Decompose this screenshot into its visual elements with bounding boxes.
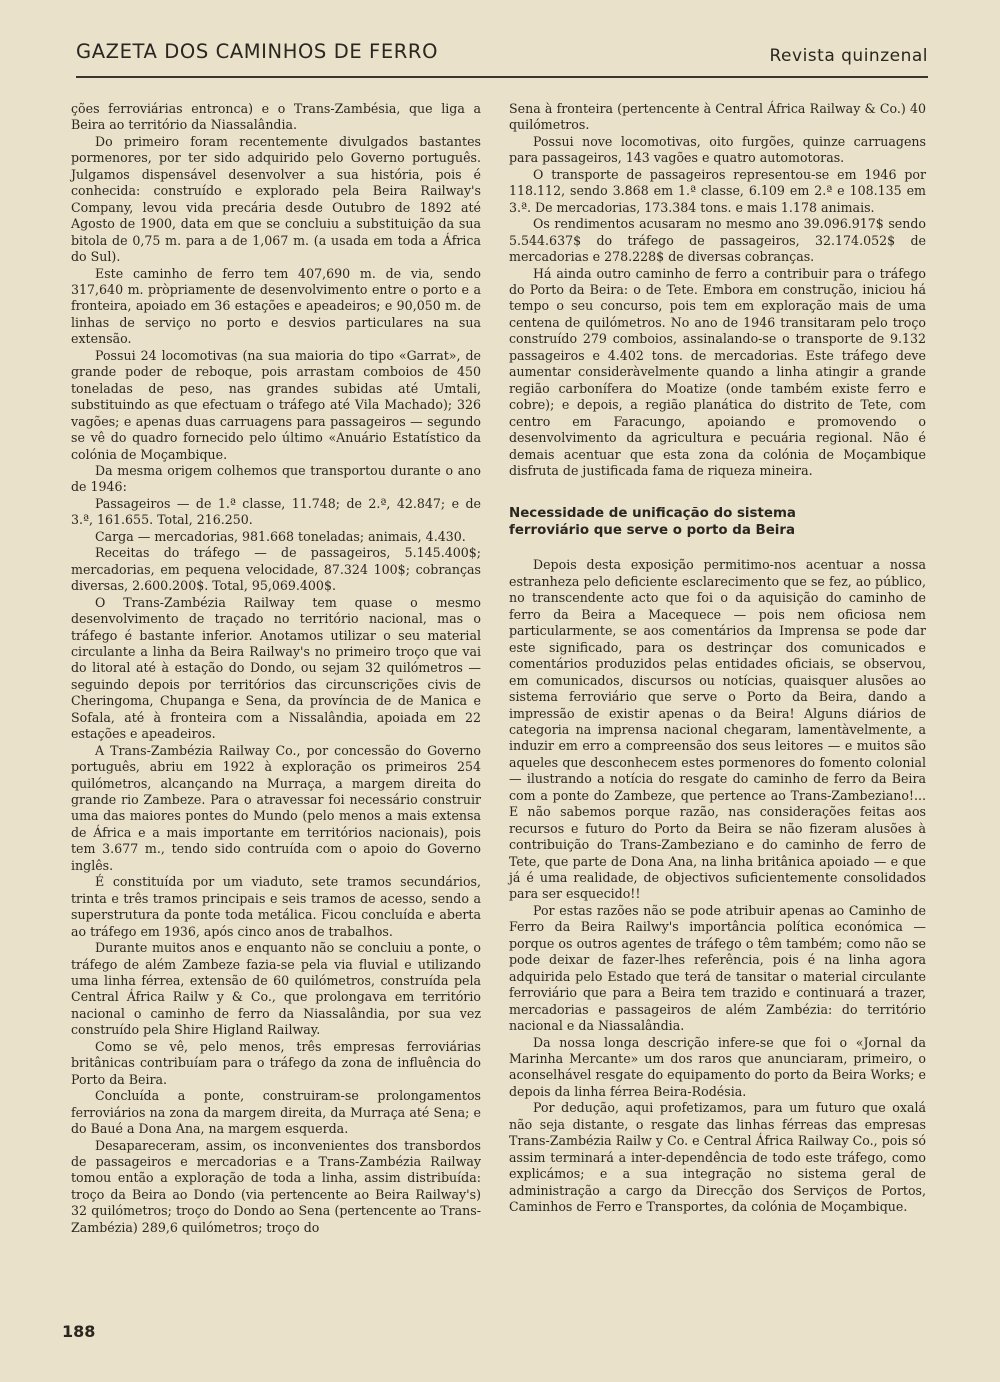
- paragraph: Passageiros — de 1.ª classe, 11.748; de 2.ª, 42.847; e de 3.ª, 161.655. Total, 216.250.: [71, 495, 481, 528]
- journal-subtitle: Revista quinzenal: [769, 46, 928, 66]
- paragraph: Da mesma origem colhemos que transportou durante o ano de 1946:: [71, 462, 481, 495]
- paragraph: Carga — mercadorias, 981.668 toneladas; animais, 4.430.: [95, 528, 466, 544]
- paragraph: Do primeiro foram recentemente divulgados bastantes pormenores, por ter sido adquirido pelo Governo português. Julgamos dispensável desenvolver a sua história, pois é conhecida: construído e explorado pela Beira Railway's Company, levou vida precária desde Outubro de 1892 até Agosto de 1900, data em que se concluiu a substituição da sua bitola de 0,75 m. para a de 1,067 m. (a usada em toda a África do Sul).: [71, 133, 481, 265]
- paragraph: Possui 24 locomotivas (na sua maioria do tipo «Garrat», de grande poder de reboque, pois arrastam comboios de 450 toneladas de peso, nas grandes subidas até Umtali, substituindo as que efectuam o tráfego até Vila Machado); 326 vagões; e apenas duas carruagens para passageiros — segundo se vê do quadro fornecido pelo último «Anuário Estatístico da colónia de Moçambique.: [71, 347, 481, 462]
- paragraph: Por estas razões não se pode atribuir apenas ao Caminho de Ferro da Beira Railwy's importância política económica — porque os outros agentes de tráfego o têm também; como não se pode deixar de fazer-lhes referência, pois é na linha agora adquirida pelo Estado que terá de tansitar o material circulante ferroviário que para a Beira tem trazido e continuará a trazer, mercadorias e passageiros de além Zambézia: do território nacional e da Niassalândia.: [509, 902, 926, 1034]
- section-heading-line: Necessidade de unificação do sistema: [509, 506, 796, 522]
- right-column: [509, 101, 926, 1216]
- paragraph: Como se vê, pelo menos, três empresas ferroviárias britânicas contribuíam para o tráfego da zona de influência do Porto da Beira.: [71, 1038, 481, 1087]
- paragraph: Desapareceram, assim, os inconvenientes dos transbordos de passageiros e mercadorias e a Trans-Zambézia Railway tomou então a exploração de toda a linha, assim distribuída: troço da Beira ao Dondo (via pertencente ao Beira Railway's) 32 quilómetros; troço do Dondo ao Sena (pertencente ao Trans-Zambézia) 289,6 quilómetros; troço do: [71, 1137, 481, 1235]
- paragraph: Sena à fronteira (pertencente à Central África Railway & Co.) 40 quilómetros.: [509, 101, 926, 133]
- paragraph: Os rendimentos acusaram no mesmo ano 39.096.917$ sendo 5.544.637$ do tráfego de passageiros, 32.174.052$ de mercadorias e 278.228$ de diversas cobranças.: [509, 216, 926, 265]
- paragraph: Da nossa longa descrição infere-se que foi o «Jornal da Marinha Mercante» um dos raros que anunciaram, primeiro, o aconselhável resgate do equipamento do porto da Beira Works; e depois da linha férrea Beira-Rodésia.: [509, 1034, 926, 1099]
- page-number: 188: [62, 1322, 96, 1341]
- paragraph: Receitas do tráfego — de passageiros, 5.145.400$; mercadorias, em pequena velocidade, 87.324 100$; cobranças diversas, 2.600.200$. Total, 95,069.400$.: [71, 545, 481, 594]
- running-header: [76, 30, 928, 78]
- paragraph: Possui nove locomotivas, oito furgões, quinze carruagens para passageiros, 143 vagões e quatro automotoras.: [509, 133, 926, 166]
- paragraph: Concluída a ponte, construiram-se prolongamentos ferroviários na zona da margem direita, da Murraça até Sena; e do Baué a Dona Ana, na margem esquerda.: [71, 1088, 481, 1137]
- paragraph: Durante muitos anos e enquanto não se concluiu a ponte, o tráfego de além Zambeze fazia-se pela via fluvial e utilizando uma linha férrea, extensão de 60 quilómetros, construída pela Central África Railw y & Co., que prolongava em território nacional o caminho de ferro da Niassalândia, por sua vez construído pela Shire Higland Railway.: [71, 940, 481, 1038]
- left-column: [71, 101, 481, 1236]
- paragraph: Por dedução, aqui profetizamos, para um futuro que oxalá não seja distante, o resgate das linhas férreas das empresas Trans-Zambézia Railw y Co. e Central África Railway Co., pois só assim terminará a inter-dependência de todo este tráfego, como explicámos; e a sua integração no sistema geral de administração a cargo da Direcção dos Serviços de Portos, Caminhos de Ferro e Transportes, da colónia de Moçambique.: [509, 1100, 926, 1215]
- paragraph: A Trans-Zambézia Railway Co., por concessão do Governo português, abriu em 1922 à exploração os primeiros 254 quilómetros, alcançando na Murraça, a margem direita do grande rio Zambeze. Para o atravessar foi necessário construir uma das maiores pontes do Mundo (pelo menos a mais extensa de África e a mais importante em territórios nacionais), pois tem 3.677 m., tendo sido contruída com o apoio do Governo inglês.: [71, 742, 481, 873]
- section-heading: [509, 505, 926, 539]
- paragraph: Há ainda outro caminho de ferro a contribuir para o tráfego do Porto da Beira: o de Tete. Embora em construção, iniciou há tempo o seu concurso, pois tem em exploração mais de uma centena de quilómetros. No ano de 1946 transitaram pelo troço construído 279 comboios, assinalando-se o transporte de 9.132 passageiros e 4.402 tons. de mercadorias. Este tráfego deve aumentar consideràvelmente quando a linha atingir a grande região carbonífera do Moatize (onde também existe ferro e cobre); e depois, a região planática do distrito de Tete, com centro em Faracungo, apoiando e promovendo o desenvolvimento da agricultura e pecuária regional. Não é demais acentuar que esta zona da colónia de Moçambique disfruta de justificada fama de riqueza mineira.: [509, 265, 926, 478]
- paragraph: O transporte de passageiros representou-se em 1946 por 118.112, sendo 3.868 em 1.ª classe, 6.109 em 2.ª e 108.135 em 3.ª. De mercadorias, 173.384 tons. e mais 1.178 animais.: [509, 166, 926, 215]
- paragraph: Depois desta exposição permitimo-nos acentuar a nossa estranheza pelo deficiente esclarecimento que se fez, ao público, no transcendente acto que foi o da aquisição do caminho de ferro da Beira a Macequece — pois nem oficiosa nem particularmente, se aos comentários da Imprensa se pode dar este significado, para os destrinçar dos comunicados e comentários produzidos pelas entidades oficiais, se observou, em comunicados, discursos ou notícias, quaisquer alusões ao sistema ferroviário que serve o Porto da Beira, dando a impressão de existir apenas o da Beira! Alguns diários de categoria na imprensa nacional chegaram, lamentàvelmente, a induzir em erro a compreensão dos seus leitores — e muitos são aqueles que desconhecem estes pormenores do fomento colonial — ilustrando a notícia do resgate do caminho de ferro da Beira com a ponte do Zambeze, que pertence ao Trans-Zambeziano!... E não sabemos porque razão, nas considerações feitas aos recursos e futuro do Porto da Beira se não fizeram alusões à contribuição do Trans-Zambeziano e do caminho de ferro de Tete, que parte de Dona Ana, na linha britânica apoiado — e que já é uma realidade, de objectivos suficientemente consolidados para ser esquecido!!: [509, 557, 926, 902]
- paragraph: Este caminho de ferro tem 407,690 m. de via, sendo 317,640 m. pròpriamente de desenvolvimento entre o porto e a fronteira, apoiado em 36 estações e apeadeiros; e 90,050 m. de linhas de serviço no porto e desvios particulares na sua extensão.: [71, 265, 481, 347]
- paragraph: ções ferroviárias entronca) e o Trans-Zambésia, que liga a Beira ao território da Niassalândia.: [71, 101, 481, 133]
- section-heading-line: ferroviário que serve o porto da Beira: [509, 523, 796, 539]
- paragraph: É constituída por um viaduto, sete tramos secundários, trinta e três tramos principais e seis tramos de acesso, sendo a superstrutura da ponte toda metálica. Ficou concluída e aberta ao tráfego em 1936, após cinco anos de trabalhos.: [71, 874, 481, 939]
- journal-title: GAZETA DOS CAMINHOS DE FERRO: [76, 40, 439, 63]
- paragraph: O Trans-Zambézia Railway tem quase o mesmo desenvolvimento de traçado no território nacional, mas o tráfego é bastante inferior. Anotamos utilizar o seu material circulante a linha da Beira Railway's no primeiro troço que vai do litoral até à estação do Dondo, ou sejam 32 quilómetros — seguindo depois por territórios das circunscrições civis de Cheringoma, Chupanga e Sena, da província de de Manica e Sofala, até à fronteira com a Nissalândia, apoiada em 22 estações e apeadeiros.: [71, 594, 481, 742]
